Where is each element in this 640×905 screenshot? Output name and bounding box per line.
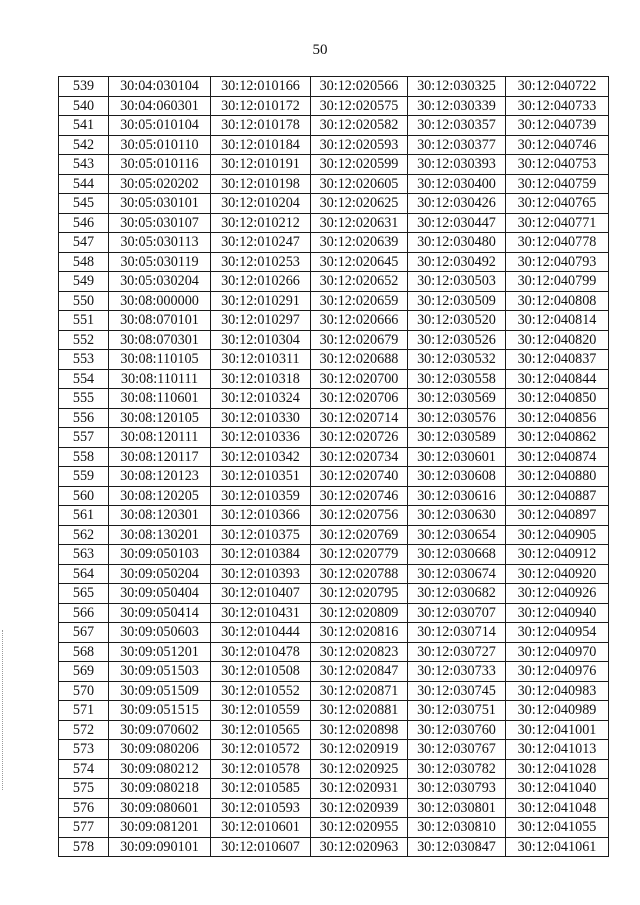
row-number-cell: 570 — [59, 681, 109, 701]
row-number-cell: 578 — [59, 837, 109, 857]
code-cell-5: 30:12:040765 — [506, 194, 609, 214]
code-cell-5: 30:12:040926 — [506, 584, 609, 604]
code-cell-4: 30:12:030682 — [408, 584, 506, 604]
code-cell-5: 30:12:040897 — [506, 506, 609, 526]
code-cell-5: 30:12:041028 — [506, 759, 609, 779]
code-cell-3: 30:12:020582 — [311, 116, 408, 136]
code-cell-1: 30:08:110111 — [109, 369, 211, 389]
table-row — [59, 564, 609, 584]
code-cell-3: 30:12:020605 — [311, 174, 408, 194]
table-row — [59, 116, 609, 136]
code-cell-4: 30:12:030751 — [408, 701, 506, 721]
code-cell-2: 30:12:010478 — [211, 642, 311, 662]
code-cell-4: 30:12:030760 — [408, 720, 506, 740]
row-number-cell: 557 — [59, 428, 109, 448]
table-row — [59, 408, 609, 428]
code-cell-5: 30:12:041001 — [506, 720, 609, 740]
table-row — [59, 77, 609, 97]
row-number-cell: 567 — [59, 623, 109, 643]
code-cell-3: 30:12:020816 — [311, 623, 408, 643]
code-cell-4: 30:12:030480 — [408, 233, 506, 253]
code-cell-1: 30:09:070602 — [109, 720, 211, 740]
table-row — [59, 662, 609, 682]
code-cell-2: 30:12:010311 — [211, 350, 311, 370]
code-cell-5: 30:12:041061 — [506, 837, 609, 857]
table-row — [59, 350, 609, 370]
row-number-cell: 552 — [59, 330, 109, 350]
code-cell-2: 30:12:010444 — [211, 623, 311, 643]
table-row — [59, 759, 609, 779]
table-row — [59, 155, 609, 175]
code-cell-5: 30:12:040856 — [506, 408, 609, 428]
row-number-cell: 548 — [59, 252, 109, 272]
code-cell-2: 30:12:010607 — [211, 837, 311, 857]
code-cell-5: 30:12:040771 — [506, 213, 609, 233]
code-cell-5: 30:12:040880 — [506, 467, 609, 487]
code-cell-5: 30:12:040940 — [506, 603, 609, 623]
table-row — [59, 233, 609, 253]
code-cell-3: 30:12:020963 — [311, 837, 408, 857]
row-number-cell: 560 — [59, 486, 109, 506]
code-cell-2: 30:12:010565 — [211, 720, 311, 740]
row-number-cell: 553 — [59, 350, 109, 370]
table-row — [59, 584, 609, 604]
row-number-cell: 542 — [59, 135, 109, 155]
code-cell-4: 30:12:030767 — [408, 740, 506, 760]
code-cell-1: 30:09:050603 — [109, 623, 211, 643]
code-cell-2: 30:12:010330 — [211, 408, 311, 428]
table-row — [59, 740, 609, 760]
code-cell-1: 30:08:110105 — [109, 350, 211, 370]
code-cell-5: 30:12:040844 — [506, 369, 609, 389]
code-cell-3: 30:12:020639 — [311, 233, 408, 253]
code-cell-4: 30:12:030801 — [408, 798, 506, 818]
code-cell-4: 30:12:030526 — [408, 330, 506, 350]
code-cell-3: 30:12:020734 — [311, 447, 408, 467]
table-row — [59, 135, 609, 155]
row-number-cell: 540 — [59, 96, 109, 116]
code-cell-4: 30:12:030668 — [408, 545, 506, 565]
code-cell-3: 30:12:020652 — [311, 272, 408, 292]
code-cell-2: 30:12:010266 — [211, 272, 311, 292]
code-cell-5: 30:12:040970 — [506, 642, 609, 662]
table-row — [59, 603, 609, 623]
code-cell-5: 30:12:040739 — [506, 116, 609, 136]
code-cell-1: 30:09:090101 — [109, 837, 211, 857]
code-cell-2: 30:12:010304 — [211, 330, 311, 350]
code-cell-4: 30:12:030357 — [408, 116, 506, 136]
code-cell-2: 30:12:010585 — [211, 779, 311, 799]
row-number-cell: 575 — [59, 779, 109, 799]
row-number-cell: 549 — [59, 272, 109, 292]
row-number-cell: 571 — [59, 701, 109, 721]
code-cell-2: 30:12:010351 — [211, 467, 311, 487]
code-cell-4: 30:12:030339 — [408, 96, 506, 116]
code-cell-2: 30:12:010198 — [211, 174, 311, 194]
row-number-cell: 555 — [59, 389, 109, 409]
table-row — [59, 96, 609, 116]
table-row — [59, 252, 609, 272]
table-row — [59, 291, 609, 311]
code-cell-3: 30:12:020779 — [311, 545, 408, 565]
table-body — [59, 77, 609, 857]
code-cell-5: 30:12:040753 — [506, 155, 609, 175]
code-cell-3: 30:12:020700 — [311, 369, 408, 389]
code-cell-1: 30:08:070301 — [109, 330, 211, 350]
code-cell-2: 30:12:010572 — [211, 740, 311, 760]
code-cell-4: 30:12:030325 — [408, 77, 506, 97]
row-number-cell: 568 — [59, 642, 109, 662]
table-row — [59, 681, 609, 701]
table-row — [59, 447, 609, 467]
table-row — [59, 389, 609, 409]
code-cell-4: 30:12:030377 — [408, 135, 506, 155]
code-cell-4: 30:12:030589 — [408, 428, 506, 448]
code-cell-4: 30:12:030558 — [408, 369, 506, 389]
code-cell-2: 30:12:010172 — [211, 96, 311, 116]
code-cell-2: 30:12:010184 — [211, 135, 311, 155]
table-row — [59, 467, 609, 487]
code-cell-3: 30:12:020871 — [311, 681, 408, 701]
code-cell-4: 30:12:030393 — [408, 155, 506, 175]
table-row — [59, 506, 609, 526]
code-cell-1: 30:05:030119 — [109, 252, 211, 272]
code-cell-5: 30:12:040799 — [506, 272, 609, 292]
code-cell-1: 30:09:081201 — [109, 818, 211, 838]
row-number-cell: 545 — [59, 194, 109, 214]
code-cell-1: 30:04:060301 — [109, 96, 211, 116]
table-row — [59, 213, 609, 233]
code-cell-5: 30:12:040905 — [506, 525, 609, 545]
code-cell-1: 30:08:110601 — [109, 389, 211, 409]
code-cell-5: 30:12:041013 — [506, 740, 609, 760]
code-cell-3: 30:12:020659 — [311, 291, 408, 311]
code-cell-3: 30:12:020740 — [311, 467, 408, 487]
code-cell-4: 30:12:030630 — [408, 506, 506, 526]
code-cell-2: 30:12:010359 — [211, 486, 311, 506]
code-cell-2: 30:12:010324 — [211, 389, 311, 409]
code-cell-2: 30:12:010407 — [211, 584, 311, 604]
code-cell-1: 30:05:010110 — [109, 135, 211, 155]
code-cell-5: 30:12:040759 — [506, 174, 609, 194]
code-cell-5: 30:12:040814 — [506, 311, 609, 331]
code-cell-5: 30:12:040820 — [506, 330, 609, 350]
table-row — [59, 330, 609, 350]
code-cell-2: 30:12:010366 — [211, 506, 311, 526]
code-cell-4: 30:12:030492 — [408, 252, 506, 272]
code-cell-5: 30:12:040920 — [506, 564, 609, 584]
code-cell-3: 30:12:020898 — [311, 720, 408, 740]
code-cell-3: 30:12:020809 — [311, 603, 408, 623]
row-number-cell: 563 — [59, 545, 109, 565]
code-cell-4: 30:12:030714 — [408, 623, 506, 643]
code-cell-5: 30:12:040746 — [506, 135, 609, 155]
code-cell-1: 30:09:080206 — [109, 740, 211, 760]
code-cell-5: 30:12:041048 — [506, 798, 609, 818]
code-cell-2: 30:12:010593 — [211, 798, 311, 818]
code-cell-2: 30:12:010166 — [211, 77, 311, 97]
code-cell-2: 30:12:010191 — [211, 155, 311, 175]
code-cell-2: 30:12:010336 — [211, 428, 311, 448]
code-cell-5: 30:12:040733 — [506, 96, 609, 116]
code-cell-5: 30:12:040912 — [506, 545, 609, 565]
code-cell-3: 30:12:020599 — [311, 155, 408, 175]
code-cell-3: 30:12:020666 — [311, 311, 408, 331]
code-cell-4: 30:12:030674 — [408, 564, 506, 584]
code-cell-4: 30:12:030503 — [408, 272, 506, 292]
code-cell-3: 30:12:020746 — [311, 486, 408, 506]
code-cell-2: 30:12:010318 — [211, 369, 311, 389]
code-cell-4: 30:12:030576 — [408, 408, 506, 428]
code-cell-4: 30:12:030847 — [408, 837, 506, 857]
code-cell-1: 30:09:080212 — [109, 759, 211, 779]
row-number-cell: 562 — [59, 525, 109, 545]
code-cell-2: 30:12:010393 — [211, 564, 311, 584]
code-cell-3: 30:12:020706 — [311, 389, 408, 409]
code-cell-3: 30:12:020688 — [311, 350, 408, 370]
table-row — [59, 194, 609, 214]
row-number-cell: 541 — [59, 116, 109, 136]
code-cell-4: 30:12:030608 — [408, 467, 506, 487]
row-number-cell: 576 — [59, 798, 109, 818]
row-number-cell: 543 — [59, 155, 109, 175]
row-number-cell: 573 — [59, 740, 109, 760]
scan-artifact — [2, 630, 5, 790]
code-cell-2: 30:12:010297 — [211, 311, 311, 331]
table-row — [59, 525, 609, 545]
code-cell-3: 30:12:020645 — [311, 252, 408, 272]
row-number-cell: 544 — [59, 174, 109, 194]
code-cell-4: 30:12:030793 — [408, 779, 506, 799]
code-cell-1: 30:08:000000 — [109, 291, 211, 311]
code-cell-2: 30:12:010342 — [211, 447, 311, 467]
code-cell-1: 30:09:050404 — [109, 584, 211, 604]
cadastral-table — [58, 76, 609, 857]
code-cell-4: 30:12:030601 — [408, 447, 506, 467]
code-cell-4: 30:12:030707 — [408, 603, 506, 623]
row-number-cell: 564 — [59, 564, 109, 584]
code-cell-4: 30:12:030810 — [408, 818, 506, 838]
table-row — [59, 545, 609, 565]
code-cell-2: 30:12:010601 — [211, 818, 311, 838]
code-cell-5: 30:12:040778 — [506, 233, 609, 253]
code-cell-1: 30:08:130201 — [109, 525, 211, 545]
code-cell-4: 30:12:030447 — [408, 213, 506, 233]
row-number-cell: 546 — [59, 213, 109, 233]
code-cell-1: 30:09:080601 — [109, 798, 211, 818]
row-number-cell: 565 — [59, 584, 109, 604]
code-cell-3: 30:12:020788 — [311, 564, 408, 584]
code-cell-3: 30:12:020939 — [311, 798, 408, 818]
code-cell-4: 30:12:030532 — [408, 350, 506, 370]
row-number-cell: 566 — [59, 603, 109, 623]
code-cell-5: 30:12:040874 — [506, 447, 609, 467]
row-number-cell: 547 — [59, 233, 109, 253]
code-cell-3: 30:12:020881 — [311, 701, 408, 721]
code-cell-5: 30:12:040954 — [506, 623, 609, 643]
code-cell-5: 30:12:040862 — [506, 428, 609, 448]
table-row — [59, 272, 609, 292]
code-cell-2: 30:12:010431 — [211, 603, 311, 623]
code-cell-5: 30:12:040989 — [506, 701, 609, 721]
code-cell-2: 30:12:010291 — [211, 291, 311, 311]
code-cell-4: 30:12:030745 — [408, 681, 506, 701]
code-cell-1: 30:09:050103 — [109, 545, 211, 565]
row-number-cell: 539 — [59, 77, 109, 97]
code-cell-2: 30:12:010212 — [211, 213, 311, 233]
code-cell-3: 30:12:020847 — [311, 662, 408, 682]
code-cell-3: 30:12:020575 — [311, 96, 408, 116]
code-cell-3: 30:12:020566 — [311, 77, 408, 97]
code-cell-5: 30:12:040808 — [506, 291, 609, 311]
code-cell-3: 30:12:020795 — [311, 584, 408, 604]
code-cell-4: 30:12:030616 — [408, 486, 506, 506]
code-cell-3: 30:12:020679 — [311, 330, 408, 350]
code-cell-4: 30:12:030782 — [408, 759, 506, 779]
table-row — [59, 701, 609, 721]
row-number-cell: 569 — [59, 662, 109, 682]
table-row — [59, 623, 609, 643]
code-cell-2: 30:12:010508 — [211, 662, 311, 682]
code-cell-4: 30:12:030654 — [408, 525, 506, 545]
code-cell-5: 30:12:040837 — [506, 350, 609, 370]
code-cell-3: 30:12:020931 — [311, 779, 408, 799]
code-cell-5: 30:12:040976 — [506, 662, 609, 682]
code-cell-1: 30:05:030204 — [109, 272, 211, 292]
table-row — [59, 798, 609, 818]
table-row — [59, 311, 609, 331]
row-number-cell: 550 — [59, 291, 109, 311]
table-row — [59, 174, 609, 194]
code-cell-4: 30:12:030520 — [408, 311, 506, 331]
code-cell-1: 30:09:051509 — [109, 681, 211, 701]
row-number-cell: 556 — [59, 408, 109, 428]
code-cell-3: 30:12:020925 — [311, 759, 408, 779]
code-cell-5: 30:12:041040 — [506, 779, 609, 799]
code-cell-2: 30:12:010253 — [211, 252, 311, 272]
code-cell-4: 30:12:030733 — [408, 662, 506, 682]
code-cell-1: 30:05:010116 — [109, 155, 211, 175]
code-cell-3: 30:12:020823 — [311, 642, 408, 662]
code-cell-4: 30:12:030400 — [408, 174, 506, 194]
table-row — [59, 642, 609, 662]
table-row — [59, 486, 609, 506]
code-cell-1: 30:05:030107 — [109, 213, 211, 233]
code-cell-3: 30:12:020756 — [311, 506, 408, 526]
code-cell-3: 30:12:020631 — [311, 213, 408, 233]
code-cell-2: 30:12:010578 — [211, 759, 311, 779]
code-cell-1: 30:09:051515 — [109, 701, 211, 721]
code-cell-3: 30:12:020955 — [311, 818, 408, 838]
code-cell-5: 30:12:041055 — [506, 818, 609, 838]
code-cell-4: 30:12:030426 — [408, 194, 506, 214]
table-row — [59, 779, 609, 799]
code-cell-3: 30:12:020726 — [311, 428, 408, 448]
code-cell-2: 30:12:010559 — [211, 701, 311, 721]
code-cell-1: 30:08:120117 — [109, 447, 211, 467]
row-number-cell: 554 — [59, 369, 109, 389]
code-cell-1: 30:08:120205 — [109, 486, 211, 506]
code-cell-5: 30:12:040887 — [506, 486, 609, 506]
code-cell-2: 30:12:010375 — [211, 525, 311, 545]
row-number-cell: 551 — [59, 311, 109, 331]
code-cell-1: 30:08:120123 — [109, 467, 211, 487]
code-cell-1: 30:05:020202 — [109, 174, 211, 194]
code-cell-5: 30:12:040850 — [506, 389, 609, 409]
code-cell-1: 30:04:030104 — [109, 77, 211, 97]
row-number-cell: 558 — [59, 447, 109, 467]
code-cell-3: 30:12:020919 — [311, 740, 408, 760]
code-cell-2: 30:12:010247 — [211, 233, 311, 253]
code-cell-2: 30:12:010552 — [211, 681, 311, 701]
code-cell-1: 30:09:080218 — [109, 779, 211, 799]
code-cell-4: 30:12:030569 — [408, 389, 506, 409]
code-cell-3: 30:12:020625 — [311, 194, 408, 214]
code-cell-1: 30:08:120111 — [109, 428, 211, 448]
page-number: 50 — [312, 42, 328, 58]
code-cell-1: 30:09:050414 — [109, 603, 211, 623]
code-cell-3: 30:12:020593 — [311, 135, 408, 155]
code-cell-1: 30:05:030101 — [109, 194, 211, 214]
code-cell-3: 30:12:020769 — [311, 525, 408, 545]
code-cell-1: 30:09:051503 — [109, 662, 211, 682]
code-cell-1: 30:08:120105 — [109, 408, 211, 428]
row-number-cell: 559 — [59, 467, 109, 487]
row-number-cell: 572 — [59, 720, 109, 740]
table-row — [59, 720, 609, 740]
row-number-cell: 574 — [59, 759, 109, 779]
code-cell-1: 30:05:030113 — [109, 233, 211, 253]
code-cell-1: 30:08:070101 — [109, 311, 211, 331]
code-cell-1: 30:08:120301 — [109, 506, 211, 526]
row-number-cell: 577 — [59, 818, 109, 838]
code-cell-5: 30:12:040983 — [506, 681, 609, 701]
table-row — [59, 837, 609, 857]
table-row — [59, 369, 609, 389]
table-row — [59, 818, 609, 838]
code-cell-2: 30:12:010204 — [211, 194, 311, 214]
code-cell-4: 30:12:030727 — [408, 642, 506, 662]
code-cell-5: 30:12:040793 — [506, 252, 609, 272]
code-cell-3: 30:12:020714 — [311, 408, 408, 428]
code-cell-5: 30:12:040722 — [506, 77, 609, 97]
code-cell-1: 30:09:050204 — [109, 564, 211, 584]
code-cell-1: 30:05:010104 — [109, 116, 211, 136]
code-cell-2: 30:12:010384 — [211, 545, 311, 565]
code-cell-2: 30:12:010178 — [211, 116, 311, 136]
code-cell-4: 30:12:030509 — [408, 291, 506, 311]
row-number-cell: 561 — [59, 506, 109, 526]
code-cell-1: 30:09:051201 — [109, 642, 211, 662]
table-row — [59, 428, 609, 448]
